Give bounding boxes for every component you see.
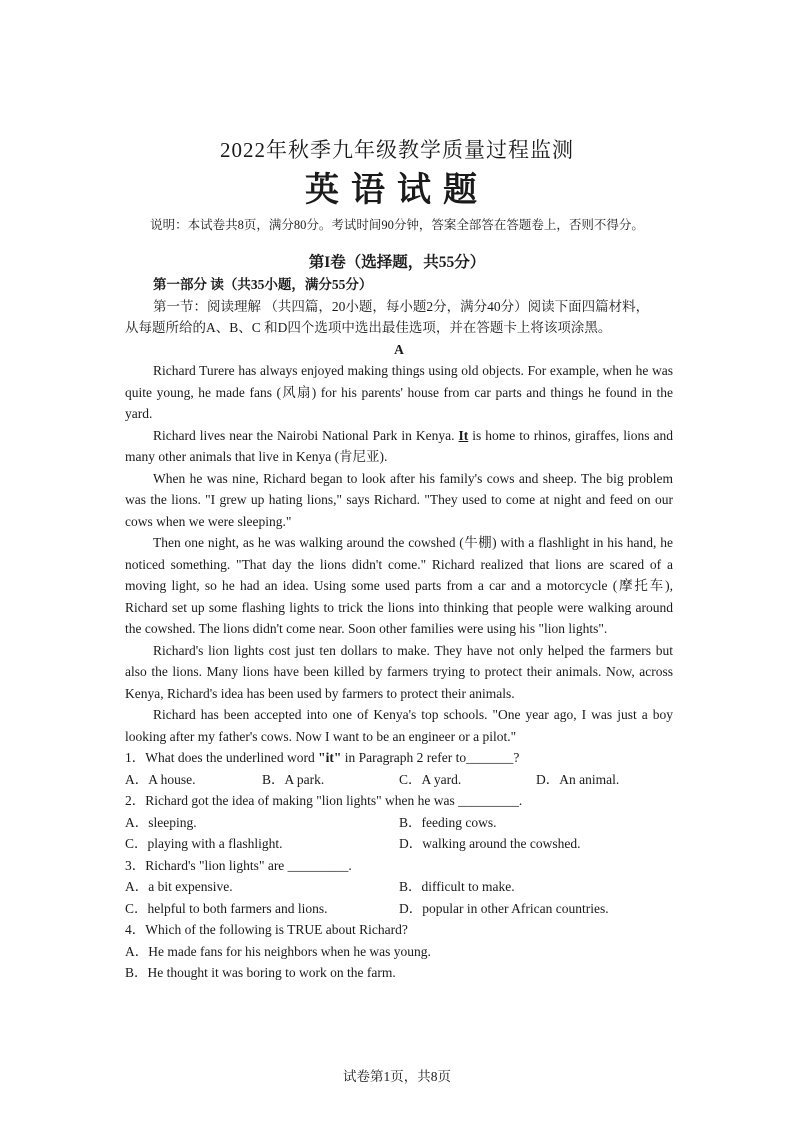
section-instructions-1: 第一节：阅读理解 （共四篇，20小题，每小题2分，满分40分）阅读下面四篇材料， <box>153 298 650 314</box>
passage-paragraph-6: Richard has been accepted into one of Kenya's top schools. "One year ago, I was just a boy looking after my father's cows. Now I want to be an engineer or a pilot." <box>125 707 673 744</box>
passage-label: A <box>394 341 404 357</box>
option-c: C．playing with a flashlight. <box>125 836 283 851</box>
question-keyword: "it" <box>318 750 342 765</box>
passage-paragraph-5: Richard's lion lights cost just ten dollars to make. They have not only helped the farmers but also the lions. Many lions have been killed by farmers trying to protect their animals. Now, across Kenya, Richard's idea has been used by farmers to protect their animals. <box>125 642 673 701</box>
option-a: A．He made fans for his neighbors when he was young. <box>125 943 431 959</box>
question-text: 1．What does the underlined word <box>125 750 319 765</box>
option-c: C．helpful to both farmers and lions. <box>125 900 328 916</box>
section-instructions-2: 从每题所给的A、B、C 和D四个选项中选出最佳选项，并在答题卡上将该项涂黑。 <box>125 320 612 335</box>
passage-paragraph-2 <box>125 425 673 468</box>
option-a: A．sleeping. <box>125 814 197 830</box>
question-3-options-row2 <box>125 898 673 920</box>
question-2-options-row2 <box>125 833 673 855</box>
question-3-stem: 3．Richard's "lion lights" are _________. <box>125 857 352 873</box>
option-d: D．An animal. <box>536 771 620 787</box>
question-2-stem: 2．Richard got the idea of making "lion lights" when he was _________. <box>125 793 523 808</box>
option-b: B．A park. <box>262 771 325 787</box>
page-footer: 试卷第1页，共8页 <box>343 1069 451 1084</box>
underlined-word: It <box>458 427 469 443</box>
question-1-options <box>125 769 673 791</box>
exam-body <box>125 274 673 984</box>
option-d: D．popular in other African countries. <box>399 900 609 916</box>
passage-text: is home to rhinos, giraffes, lions and many other animals that live in Kenya (肯尼亚). <box>125 427 673 464</box>
passage-paragraph-4: Then one night, as he was walking around the cowshed (牛棚) with a flashlight in his hand, he noticed something. "That day the lions didn't come." Richard realized that lions are scared of a moving light, so he had an idea. Using some used parts from a car and a motorcycle (摩托车), Richard set up some flashing lights to trick the lions into thinking that people were walking around the cowshed. The lions didn't come near. Soon other families were using his "lion lights". <box>125 535 673 636</box>
option-d: D．walking around the cowshed. <box>399 836 581 851</box>
question-1-stem <box>125 747 673 769</box>
passage-text: Richard lives near the Nairobi National Park in Kenya. <box>153 427 459 443</box>
option-c: C．A yard. <box>399 771 462 787</box>
question-text: in Paragraph 2 refer to_______? <box>341 750 520 765</box>
volume-title: 第I卷（选择题，共55分） <box>308 254 486 271</box>
passage-paragraph-3: When he was nine, Richard began to look after his family's cows and sheep. The big problem was the lions. "I grew up hating lions," says Richard. "They used to come at night and feed on our cows when we were sleeping." <box>125 470 673 529</box>
question-2-options-row1 <box>125 812 673 834</box>
option-b: B．He thought it was boring to work on the farm. <box>125 965 396 980</box>
option-b: B．difficult to make. <box>399 879 515 894</box>
question-3-options-row1 <box>125 876 673 898</box>
question-4-stem: 4．Which of the following is TRUE about Richard? <box>125 922 408 937</box>
part-title: 第一部分 读（共35小题，满分55分） <box>153 277 373 292</box>
option-a: A．a bit expensive. <box>125 879 233 894</box>
option-a: A．A house. <box>125 771 196 787</box>
exam-note: 说明：本试卷共8页，满分80分。考试时间90分钟，答案全部答在答题卷上，否则不得分。 <box>150 218 644 232</box>
passage-paragraph-1: Richard Turere has always enjoyed making things using old objects. For example, when he was quite young, he made fans (风扇) for his parents' house from car parts and things he found in the yard. <box>125 363 673 421</box>
exam-title: 2022年秋季九年级教学质量过程监测 <box>220 138 574 162</box>
option-b: B．feeding cows. <box>399 814 497 830</box>
subject-title: 英语试题 <box>305 172 489 209</box>
